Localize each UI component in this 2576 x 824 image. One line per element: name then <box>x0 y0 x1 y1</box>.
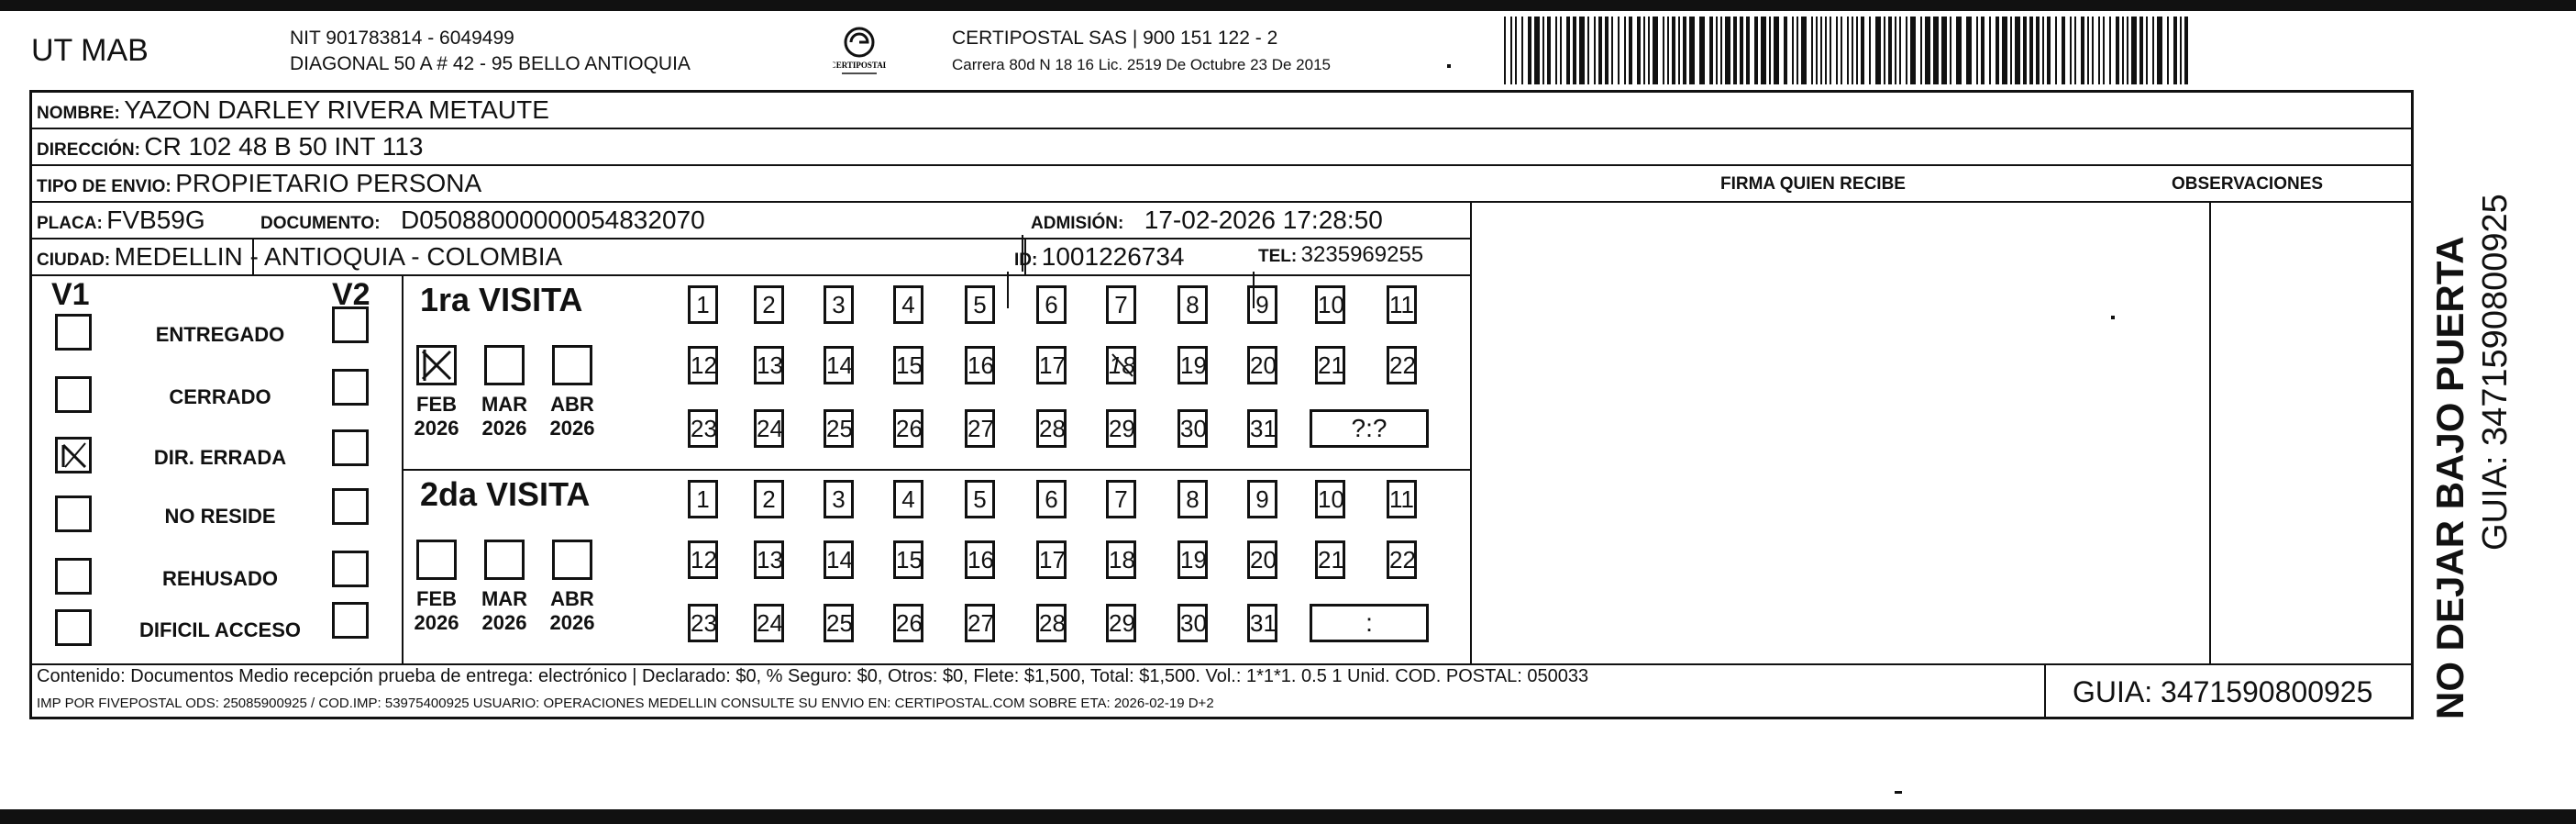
day-checkbox[interactable]: 20 <box>1247 540 1277 579</box>
address-row <box>37 134 423 160</box>
day-checkbox[interactable]: 27 <box>965 604 995 642</box>
day-checkbox[interactable]: 11 <box>1387 285 1417 324</box>
month-year: 2026 <box>549 611 595 634</box>
day-checkbox[interactable]: 14 <box>824 540 854 579</box>
day-checkbox[interactable]: 10 <box>1315 480 1345 518</box>
day-checkbox[interactable]: 25 <box>824 409 854 448</box>
time-field[interactable]: ?:? <box>1310 409 1429 448</box>
v2-checkbox[interactable] <box>332 551 369 587</box>
v2-checkbox[interactable] <box>332 602 369 639</box>
day-checkbox[interactable]: 22 <box>1387 346 1417 384</box>
name-label: NOMBRE: <box>37 104 120 123</box>
day-checkbox[interactable]: 2 <box>754 480 784 518</box>
col-divider <box>2209 201 2211 663</box>
document-value: D05088000000054832070 <box>401 206 705 234</box>
side-guide: GUIA: 3471590800925 <box>2476 194 2515 551</box>
day-checkbox[interactable]: 27 <box>965 409 995 448</box>
month-label <box>540 587 604 635</box>
admission-value: 17-02-2026 17:28:50 <box>1144 206 1383 234</box>
dot <box>1895 791 1902 794</box>
visit-title: 2da VISITA <box>420 475 591 513</box>
v1-checkbox[interactable] <box>55 558 92 595</box>
day-checkbox[interactable]: 4 <box>893 480 923 518</box>
row-divider <box>32 663 2411 665</box>
status-label: NO RESIDE <box>164 505 276 528</box>
month-label <box>404 393 469 440</box>
col-divider <box>1470 201 1472 663</box>
day-checkbox[interactable]: 22 <box>1387 540 1417 579</box>
month-name: FEB <box>416 587 457 610</box>
recipient-name: YAZON DARLEY RIVERA METAUTE <box>124 95 549 124</box>
day-checkbox[interactable]: 31 <box>1247 409 1277 448</box>
id-cell <box>1014 244 1185 270</box>
recipient-address: CR 102 48 B 50 INT 113 <box>144 132 424 161</box>
month-label <box>404 587 469 635</box>
contents-line: Contenido: Documentos Medio recepción prueba de entrega: electrónico | Declarado: $0, % Seguro: $0, Otros: $0, Flete: $1,500, Total: $1,500. Vol.: 1*1*1. 0.5 1 Unid. COD. POSTAL: 050033 <box>37 666 1589 686</box>
day-checkbox[interactable]: 5 <box>965 285 995 324</box>
col-divider <box>402 274 404 663</box>
certipostal-logo <box>833 24 886 77</box>
day-checkbox[interactable]: 28 <box>1036 604 1067 642</box>
v1-checkbox[interactable] <box>55 437 92 473</box>
city-cell <box>37 244 562 270</box>
tel-label: TEL: <box>1258 247 1298 266</box>
day-checkbox[interactable]: 30 <box>1177 409 1208 448</box>
day-checkbox[interactable]: 7 <box>1106 480 1136 518</box>
month-checkbox[interactable] <box>416 540 457 580</box>
day-checkbox[interactable]: 12 <box>688 346 718 384</box>
month-label <box>472 587 536 635</box>
document-cell <box>260 207 705 233</box>
barcode <box>1504 17 2192 84</box>
address-label: DIRECCIÓN: <box>37 140 140 160</box>
v2-header: V2 <box>332 277 370 312</box>
v1-checkbox[interactable] <box>55 496 92 532</box>
sender-code: UT MAB <box>31 33 149 68</box>
day-checkbox[interactable]: 28 <box>1036 409 1067 448</box>
day-checkbox[interactable]: 16 <box>965 346 995 384</box>
document-label: DOCUMENTO: <box>260 214 381 233</box>
v2-checkbox[interactable] <box>332 369 369 406</box>
day-checkbox[interactable]: 19 <box>1177 346 1208 384</box>
day-checkbox[interactable]: 14 <box>824 346 854 384</box>
day-checkbox[interactable]: 26 <box>893 604 923 642</box>
day-checkbox[interactable]: 6 <box>1036 480 1067 518</box>
signature-header: FIRMA QUIEN RECIBE <box>1720 174 1906 194</box>
day-checkbox[interactable]: 29 <box>1106 604 1136 642</box>
scan-edge-bottom <box>0 809 2576 824</box>
admission-label: ADMISIÓN: <box>1031 214 1124 233</box>
status-label: DIFICIL ACCESO <box>138 618 301 641</box>
day-checkbox[interactable]: 1 <box>688 480 718 518</box>
day-checkbox[interactable]: 3 <box>824 285 854 324</box>
day-checkbox[interactable]: 25 <box>824 604 854 642</box>
day-checkbox[interactable]: 19 <box>1177 540 1208 579</box>
v1-checkbox[interactable] <box>55 609 92 646</box>
month-name: FEB <box>416 393 457 416</box>
plate-label: PLACA: <box>37 214 103 233</box>
tel-cell <box>1258 244 1423 266</box>
month-label <box>472 393 536 440</box>
tel-value: 3235969255 <box>1300 242 1424 267</box>
day-checkbox[interactable]: 23 <box>688 409 718 448</box>
month-year: 2026 <box>549 417 595 440</box>
plate-cell <box>37 207 205 233</box>
day-checkbox[interactable]: 17 <box>1036 540 1067 579</box>
day-checkbox[interactable]: 3 <box>824 480 854 518</box>
status-label: CERRADO <box>169 385 271 408</box>
day-checkbox[interactable]: 29 <box>1106 409 1136 448</box>
name-row <box>37 97 549 123</box>
day-checkbox[interactable]: 10 <box>1315 285 1345 324</box>
status-label: DIR. ERRADA <box>153 446 287 469</box>
check-mark-icon <box>419 348 454 383</box>
day-checkbox[interactable]: 24 <box>754 604 784 642</box>
v2-checkbox[interactable] <box>332 306 369 343</box>
plate-value: FVB59G <box>106 206 205 234</box>
day-checkbox[interactable]: 4 <box>893 285 923 324</box>
day-checkbox[interactable]: 12 <box>688 540 718 579</box>
shipping-type: PROPIETARIO PERSONA <box>175 169 482 197</box>
day-checkbox[interactable]: 9 <box>1247 480 1277 518</box>
v2-checkbox[interactable] <box>332 488 369 525</box>
row-divider <box>32 274 1472 276</box>
month-checkbox[interactable] <box>484 540 525 580</box>
day-checkbox[interactable]: 13 <box>754 346 784 384</box>
observations-header: OBSERVACIONES <box>2172 174 2324 194</box>
sender-nit: NIT 901783814 - 6049499 <box>290 28 514 49</box>
admission-cell <box>1031 207 1383 233</box>
day-checkbox[interactable]: 18 <box>1106 540 1136 579</box>
day-checkbox[interactable]: 31 <box>1247 604 1277 642</box>
month-checkbox[interactable] <box>416 345 457 385</box>
day-checkbox[interactable]: 8 <box>1177 480 1208 518</box>
day-checkbox[interactable]: 18 <box>1106 346 1136 384</box>
day-checkbox[interactable]: 11 <box>1387 480 1417 518</box>
month-year: 2026 <box>481 417 527 440</box>
row-divider <box>32 164 2411 166</box>
day-checkbox[interactable]: 17 <box>1036 346 1067 384</box>
handwritten-mark-icon <box>1109 349 1136 384</box>
v1-header: V1 <box>51 277 90 312</box>
month-label <box>540 393 604 440</box>
day-checkbox[interactable]: 9 <box>1247 285 1277 324</box>
day-checkbox[interactable]: 1 <box>688 285 718 324</box>
day-checkbox[interactable]: 13 <box>754 540 784 579</box>
month-checkbox[interactable] <box>552 540 592 580</box>
month-name: ABR <box>550 587 594 610</box>
footer-guide: GUIA: 3471590800925 <box>2073 675 2373 708</box>
day-checkbox[interactable]: 20 <box>1247 346 1277 384</box>
v1-checkbox[interactable] <box>55 314 92 351</box>
day-checkbox[interactable]: 2 <box>754 285 784 324</box>
dot <box>2111 316 2115 319</box>
id-label: ID: <box>1014 251 1038 270</box>
day-checkbox[interactable]: 15 <box>893 346 923 384</box>
dot <box>1447 64 1451 68</box>
type-label: TIPO DE ENVIO: <box>37 177 171 196</box>
city-value: MEDELLIN - ANTIOQUIA - COLOMBIA <box>114 242 563 271</box>
row-divider <box>32 238 1472 239</box>
month-checkbox[interactable] <box>552 345 592 385</box>
v2-checkbox[interactable] <box>332 429 369 466</box>
status-label: ENTREGADO <box>155 323 285 346</box>
day-checkbox[interactable]: 26 <box>893 409 923 448</box>
day-checkbox[interactable]: 21 <box>1315 346 1345 384</box>
imp-line: IMP POR FIVEPOSTAL ODS: 25085900925 / COD.IMP: 53975400925 USUARIO: OPERACIONES MEDELLIN CONSULTE SU ENVIO EN: CERTIPOSTAL.COM SOBRE ETA: 2026-02-19 D+2 <box>37 696 1214 711</box>
row-divider <box>32 128 2411 129</box>
day-checkbox[interactable]: 21 <box>1315 540 1345 579</box>
month-year: 2026 <box>481 611 527 634</box>
day-checkbox[interactable]: 6 <box>1036 285 1067 324</box>
sender-address: DIAGONAL 50 A # 42 - 95 BELLO ANTIOQUIA <box>290 53 691 74</box>
month-year: 2026 <box>414 417 459 440</box>
day-checkbox[interactable]: 30 <box>1177 604 1208 642</box>
id-value: 1001226734 <box>1041 242 1185 271</box>
time-field[interactable]: : <box>1310 604 1429 642</box>
type-row <box>37 171 481 196</box>
v1-checkbox[interactable] <box>55 376 92 413</box>
row-divider <box>32 201 2411 203</box>
logo-text: CERTIPOSTAL <box>833 61 886 70</box>
status-label: REHUSADO <box>162 567 278 590</box>
day-checkbox[interactable]: 24 <box>754 409 784 448</box>
day-checkbox[interactable]: 7 <box>1106 285 1136 324</box>
month-year: 2026 <box>414 611 459 634</box>
col-divider <box>2044 663 2046 717</box>
city-label: CIUDAD: <box>37 251 111 270</box>
company-license: Carrera 80d N 18 16 Lic. 2519 De Octubre 23 De 2015 <box>952 56 1331 73</box>
row-divider <box>402 469 1472 471</box>
month-checkbox[interactable] <box>484 345 525 385</box>
month-name: MAR <box>481 587 528 610</box>
month-name: MAR <box>481 393 528 416</box>
visit-title: 1ra VISITA <box>420 281 583 318</box>
side-warning: NO DEJAR BAJO PUERTA <box>2428 236 2471 719</box>
day-checkbox[interactable]: 5 <box>965 480 995 518</box>
day-checkbox[interactable]: 23 <box>688 604 718 642</box>
col-divider <box>1007 272 1009 308</box>
month-name: ABR <box>550 393 594 416</box>
scan-edge-top <box>0 0 2576 11</box>
day-checkbox[interactable]: 8 <box>1177 285 1208 324</box>
day-checkbox[interactable]: 15 <box>893 540 923 579</box>
day-checkbox[interactable]: 16 <box>965 540 995 579</box>
check-mark-icon <box>58 440 89 471</box>
company-name: CERTIPOSTAL SAS | 900 151 122 - 2 <box>952 28 1278 49</box>
